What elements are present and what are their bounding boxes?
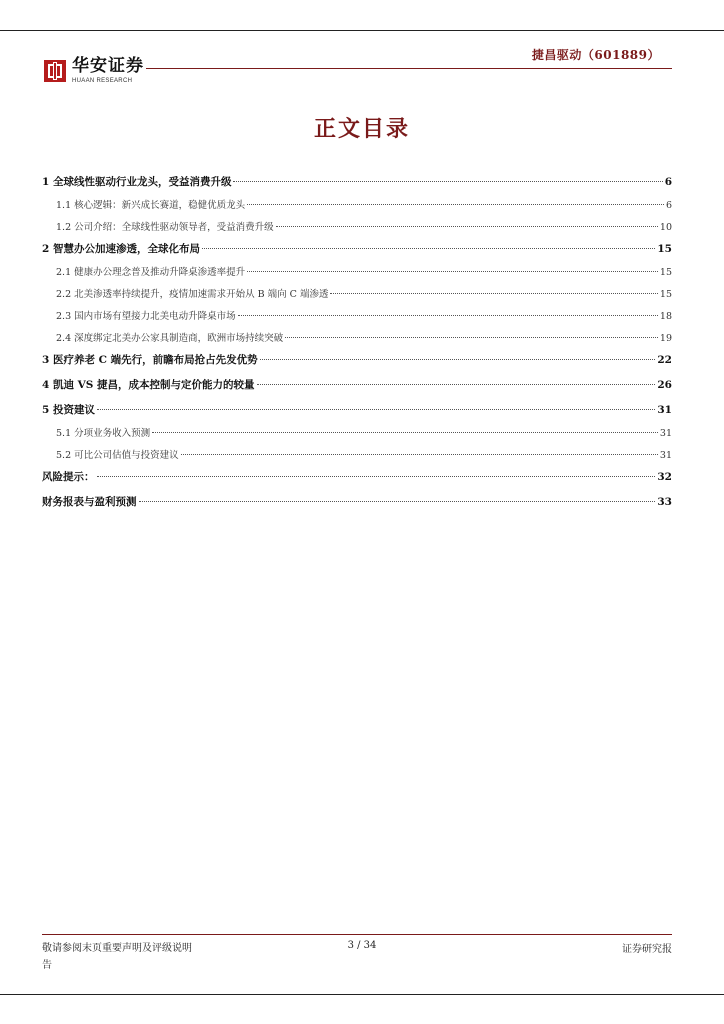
toc-dot-leader: [97, 476, 656, 477]
toc-entry[interactable]: [42, 330, 672, 352]
bottom-border-line: [0, 994, 724, 995]
toc-page-number: 31: [659, 450, 672, 461]
toc-page-number: 33: [657, 496, 672, 508]
toc-entry-label: 风险提示：: [42, 471, 95, 483]
toc-dot-leader: [247, 204, 664, 205]
huaan-logo-icon: [44, 60, 66, 82]
toc-dot-leader: [152, 432, 658, 433]
toc-entry-label: 5.2 可比公司估值与投资建议: [56, 450, 179, 461]
toc-entry-label: 2 智慧办公加速渗透，全球化布局: [42, 243, 200, 255]
toc-dot-leader: [260, 359, 656, 360]
toc-entry[interactable]: [42, 241, 672, 266]
toc-entry[interactable]: [42, 352, 672, 377]
toc-page-number: 22: [657, 354, 672, 366]
footer-disclaimer-text: 敬请参阅末页重要声明及评级说明: [42, 943, 192, 954]
report-company-title: 捷昌驱动（601889）: [531, 48, 660, 62]
toc-entry[interactable]: [42, 308, 672, 330]
footer-doc-type: 证券研究报: [622, 944, 672, 955]
toc-page-number: 15: [659, 267, 672, 278]
toc-dot-leader: [238, 315, 658, 316]
toc-page-number: 6: [664, 176, 672, 188]
toc-entry-label: 5.1 分项业务收入预测: [56, 428, 151, 439]
company-logo: [44, 58, 144, 84]
toc-entry[interactable]: [42, 447, 672, 469]
toc-dot-leader: [139, 501, 656, 502]
logo-english-name: HUAAN RESEARCH: [72, 78, 133, 84]
toc-entry-label: 2.2 北美渗透率持续提升，疫情加速需求开始从 B 端向 C 端渗透: [56, 289, 329, 300]
toc-page-number: 18: [659, 311, 672, 322]
toc-dot-leader: [276, 226, 658, 227]
toc-page-number: 31: [657, 404, 672, 416]
toc-entry-label: 2.1 健康办公理念普及推动升降桌渗透率提升: [56, 267, 246, 278]
footer-rule: [42, 934, 672, 935]
page-title: 正文目录: [313, 116, 410, 142]
header-rule: [146, 68, 672, 69]
toc-entry[interactable]: [42, 286, 672, 308]
toc-entry-label: 1.1 核心逻辑：新兴成长赛道，稳健优质龙头: [56, 200, 246, 211]
logo-text: [72, 58, 144, 84]
toc-entry-label: 5 投资建议: [42, 404, 95, 416]
toc-entry[interactable]: [42, 174, 672, 199]
top-border-line: [0, 30, 724, 31]
toc-entry[interactable]: [42, 377, 672, 402]
toc-page-number: 15: [657, 243, 672, 255]
toc-entry[interactable]: [42, 219, 672, 241]
toc-entry-label: 4 凯迪 VS 捷昌，成本控制与定价能力的较量: [42, 379, 255, 391]
toc-entry-label: 3 医疗养老 C 端先行，前瞻布局抢占先发优势: [42, 354, 258, 366]
toc-dot-leader: [330, 293, 657, 294]
toc-entry[interactable]: [42, 425, 672, 447]
toc-dot-leader: [181, 454, 658, 455]
logo-chinese-name: 华安证券: [72, 56, 144, 76]
toc-entry-label: 财务报表与盈利预测: [42, 496, 137, 508]
table-of-contents: [42, 174, 672, 519]
toc-page-number: 19: [659, 333, 672, 344]
toc-page-number: 10: [659, 222, 672, 233]
toc-dot-leader: [257, 384, 656, 385]
toc-entry[interactable]: [42, 264, 672, 286]
toc-page-number: 32: [657, 471, 672, 483]
page-number: 3 / 34: [347, 940, 377, 951]
toc-entry-label: 2.3 国内市场有望接力北美电动升降桌市场: [56, 311, 236, 322]
toc-page-number: 26: [657, 379, 672, 391]
toc-page-number: 31: [659, 428, 672, 439]
toc-dot-leader: [233, 181, 662, 182]
toc-page-number: 15: [659, 289, 672, 300]
toc-dot-leader: [97, 409, 655, 410]
toc-page-number: 6: [665, 200, 672, 211]
toc-entry[interactable]: [42, 402, 672, 427]
toc-entry-label: 1 全球线性驱动行业龙头，受益消费升级: [42, 176, 232, 188]
toc-entry[interactable]: [42, 197, 672, 219]
toc-entry[interactable]: [42, 494, 672, 519]
toc-entry-label: 2.4 深度绑定北美办公家具制造商，欧洲市场持续突破: [56, 333, 284, 344]
toc-dot-leader: [285, 337, 658, 338]
toc-entry[interactable]: [42, 469, 672, 494]
toc-dot-leader: [202, 248, 655, 249]
footer-disclaimer-tail: 告: [42, 960, 52, 971]
toc-entry-label: 1.2 公司介绍：全球线性驱动领导者，受益消费升级: [56, 222, 274, 233]
toc-dot-leader: [247, 271, 658, 272]
